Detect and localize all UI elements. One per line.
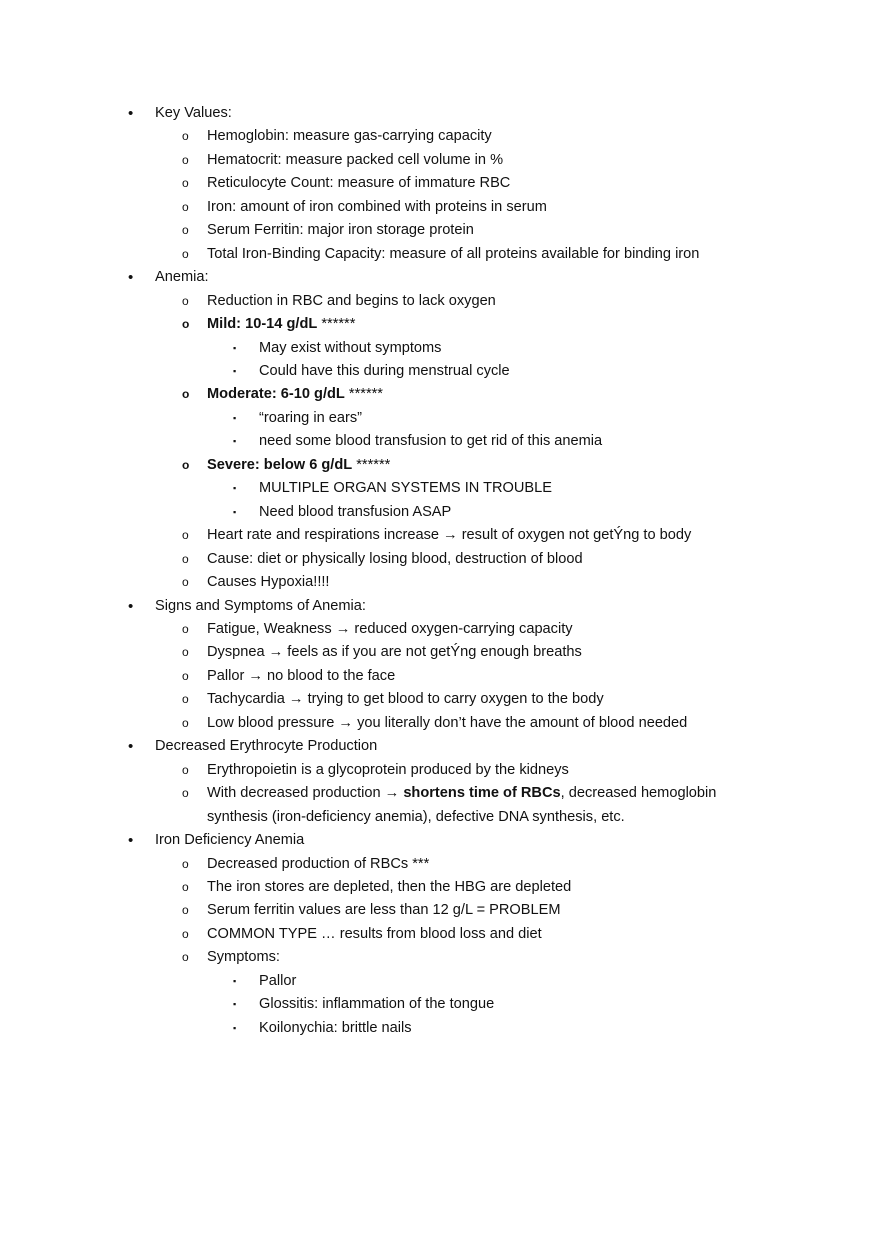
sub-bullet-item <box>0 524 752 547</box>
text-segment: ****** <box>344 386 383 403</box>
text-segment: Erythropoietin is a glycoprotein produced by the kidneys <box>207 761 569 778</box>
text-segment: May exist without symptoms <box>259 339 442 356</box>
bullet-marker-icon: o <box>182 926 189 941</box>
bullet-marker-icon: o <box>182 762 189 777</box>
sub-sub-bullet-item <box>0 1017 880 1040</box>
text-segment: Dyspnea → feels as if you are not getÝng enough breaths <box>207 644 582 661</box>
text-segment: Causes Hypoxia!!!! <box>207 574 330 591</box>
bullet-marker-icon: o <box>182 575 189 590</box>
sub-bullet-item <box>0 899 752 922</box>
text-segment: Anemia: <box>155 269 209 286</box>
text-segment: With decreased production → <box>207 785 404 802</box>
bullet-marker-icon: o <box>182 317 190 332</box>
bullet-marker-icon: o <box>182 293 189 308</box>
text-segment: Glossitis: inflammation of the tongue <box>259 996 495 1013</box>
text-segment: Hematocrit: measure packed cell volume in % <box>207 151 504 168</box>
bullet-item <box>0 102 880 125</box>
sub-bullet-item <box>0 290 752 313</box>
text-segment: Tachycardia → trying to get blood to carry oxygen to the body <box>207 691 604 708</box>
bullet-item <box>0 595 880 618</box>
bullet-marker-icon: o <box>182 879 189 894</box>
bullet-marker-icon: ▪ <box>233 483 237 494</box>
text-segment: Moderate: 6-10 g/dL <box>207 386 345 403</box>
sub-bullet-item <box>0 571 752 594</box>
text-segment: Reduction in RBC and begins to lack oxygen <box>207 292 496 309</box>
bullet-marker-icon: ▪ <box>233 975 237 986</box>
bullet-marker-icon: o <box>182 950 189 965</box>
text-segment: Signs and Symptoms of Anemia: <box>155 597 366 614</box>
text-segment: Total Iron-Binding Capacity: measure of all proteins available for binding iron <box>207 245 700 262</box>
sub-sub-bullet-item <box>0 407 880 430</box>
text-segment: ****** <box>352 456 391 473</box>
sub-bullet-item <box>0 618 752 641</box>
text-segment: Pallor <box>259 972 297 989</box>
text-segment: shortens time of RBCs <box>403 785 561 802</box>
sub-sub-bullet-item <box>0 477 880 500</box>
bullet-marker-icon: o <box>182 692 189 707</box>
text-segment: need some blood transfusion to get rid of this anemia <box>259 433 603 450</box>
sub-sub-bullet-item <box>0 993 880 1016</box>
bullet-marker-icon: o <box>182 621 189 636</box>
bullet-marker-icon: • <box>128 597 134 615</box>
text-segment: Mild: 10-14 g/dL <box>207 316 318 333</box>
bullet-marker-icon: ▪ <box>233 412 237 423</box>
text-segment: Serum Ferritin: major iron storage protein <box>207 222 474 239</box>
sub-bullet-item <box>0 196 752 219</box>
bullet-marker-icon: o <box>182 457 190 472</box>
sub-bullet-item <box>0 759 752 782</box>
sub-bullet-item <box>0 125 752 148</box>
sub-bullet-item <box>0 149 752 172</box>
text-segment: Severe: below 6 g/dL <box>207 456 353 473</box>
text-segment: Could have this during menstrual cycle <box>259 362 510 379</box>
bullet-marker-icon: ▪ <box>233 1022 237 1033</box>
sub-bullet-item <box>0 172 752 195</box>
bullet-marker-icon: o <box>182 551 189 566</box>
bullet-marker-icon: o <box>182 387 190 402</box>
bullet-item <box>0 266 880 289</box>
sub-bullet-item <box>0 243 752 266</box>
sub-bullet-item <box>0 454 752 477</box>
text-segment: MULTIPLE ORGAN SYSTEMS IN TROUBLE <box>259 480 553 497</box>
text-segment: Cause: diet or physically losing blood, destruction of blood <box>207 550 583 567</box>
bullet-marker-icon: • <box>128 738 134 756</box>
bullet-marker-icon: • <box>128 105 134 122</box>
sub-sub-bullet-item <box>0 970 880 993</box>
text-segment: Decreased production of RBCs *** <box>207 855 430 872</box>
sub-bullet-item <box>0 219 752 242</box>
bullet-marker-icon: o <box>182 903 189 918</box>
sub-bullet-item <box>0 853 752 876</box>
bullet-marker-icon: o <box>182 668 189 683</box>
text-segment: Iron: amount of iron combined with proteins in serum <box>207 198 547 215</box>
bullet-marker-icon: o <box>182 856 189 871</box>
text-segment: Hemoglobin: measure gas-carrying capacity <box>207 128 492 145</box>
text-segment: Koilonychia: brittle nails <box>259 1019 412 1036</box>
text-segment: Reticulocyte Count: measure of immature RBC <box>207 175 511 192</box>
bullet-marker-icon: o <box>182 645 189 660</box>
sub-bullet-item <box>0 876 752 899</box>
sub-bullet-item <box>0 688 752 711</box>
text-segment: The iron stores are depleted, then the HBG are depleted <box>207 878 572 895</box>
bullet-marker-icon: o <box>182 528 189 543</box>
sub-bullet-item <box>0 641 752 664</box>
bullet-marker-icon: o <box>182 152 189 167</box>
bullet-marker-icon: • <box>128 269 134 287</box>
bullet-marker-icon: o <box>182 199 189 214</box>
text-segment: Decreased Erythrocyte Production <box>155 738 378 755</box>
text-segment: ****** <box>317 316 356 333</box>
sub-bullet-item <box>0 712 752 735</box>
text-segment: “roaring in ears” <box>259 409 363 426</box>
text-segment: Key Values: <box>155 105 232 121</box>
bullet-marker-icon: ▪ <box>233 999 237 1010</box>
bullet-marker-icon: o <box>182 129 189 144</box>
text-segment: Iron Deficiency Anemia <box>155 832 305 849</box>
text-segment: Symptoms: <box>207 949 280 966</box>
bullet-marker-icon: o <box>182 715 189 730</box>
bullet-marker-icon: ▪ <box>233 342 237 353</box>
text-segment: , decreased hemoglobin synthesis (iron-deficiency anemia), defective DNA synthesis, etc. <box>207 785 717 825</box>
bullet-marker-icon: o <box>182 176 189 191</box>
sub-bullet-item <box>0 548 752 571</box>
sub-bullet-item <box>0 923 752 946</box>
sub-sub-bullet-item <box>0 430 880 453</box>
sub-bullet-item <box>0 782 752 829</box>
text-segment: Heart rate and respirations increase → result of oxygen not getÝng to body <box>207 527 692 544</box>
text-segment: Pallor → no blood to the face <box>207 667 396 684</box>
document-body <box>0 102 880 1040</box>
bullet-marker-icon: o <box>182 223 189 238</box>
bullet-marker-icon: o <box>182 246 189 261</box>
bullet-item <box>0 735 880 758</box>
text-segment: Need blood transfusion ASAP <box>259 503 452 520</box>
bullet-item <box>0 829 880 852</box>
text-segment: COMMON TYPE … results from blood loss and diet <box>207 925 542 942</box>
sub-sub-bullet-item <box>0 337 880 360</box>
text-segment: Serum ferritin values are less than 12 g/L = PROBLEM <box>207 902 561 919</box>
bullet-marker-icon: ▪ <box>233 365 237 376</box>
sub-bullet-item <box>0 383 752 406</box>
text-segment: Fatigue, Weakness → reduced oxygen-carrying capacity <box>207 620 573 637</box>
sub-sub-bullet-item <box>0 360 880 383</box>
bullet-marker-icon: ▪ <box>233 506 237 517</box>
bullet-marker-icon: ▪ <box>233 436 237 447</box>
bullet-marker-icon: • <box>128 832 134 850</box>
sub-bullet-item <box>0 313 752 336</box>
text-segment: Low blood pressure → you literally don’t have the amount of blood needed <box>207 714 688 731</box>
bullet-marker-icon: o <box>182 786 189 801</box>
sub-sub-bullet-item <box>0 501 880 524</box>
sub-bullet-item <box>0 665 752 688</box>
sub-bullet-item <box>0 946 752 969</box>
